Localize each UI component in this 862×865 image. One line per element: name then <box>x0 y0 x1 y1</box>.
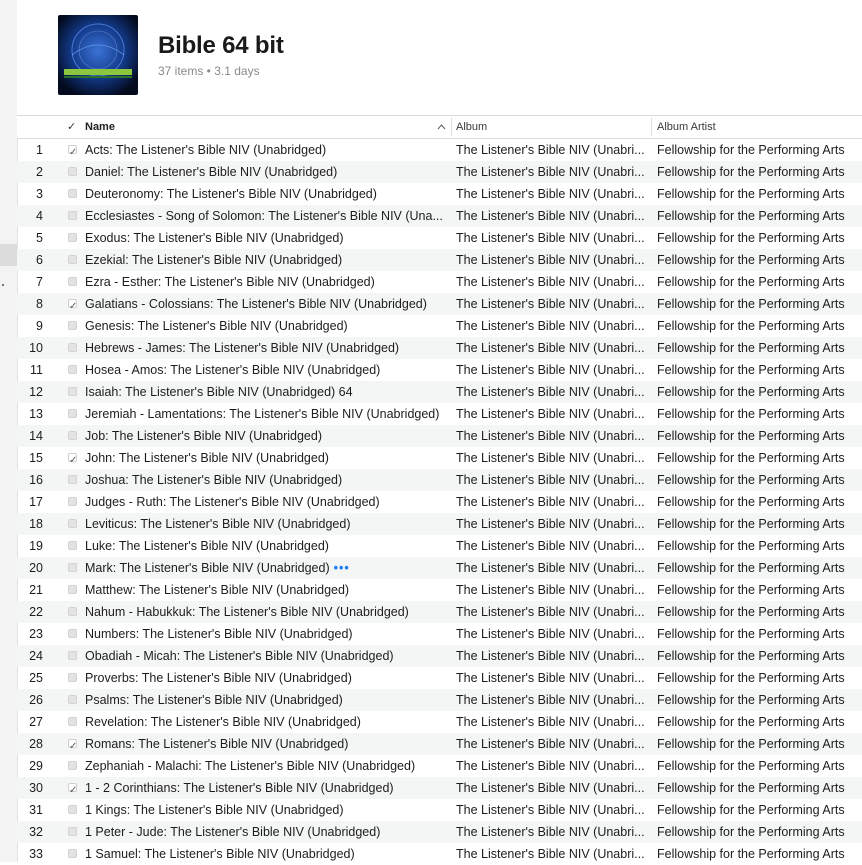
track-name-cell <box>85 139 451 161</box>
album-cell: The Listener's Bible NIV (Unabri... <box>456 781 645 795</box>
track-name-cell <box>85 381 451 403</box>
track-checkbox[interactable] <box>68 475 78 485</box>
track-name: Luke: The Listener's Bible NIV (Unabridged) <box>85 539 329 553</box>
track-name-cell <box>85 601 451 623</box>
album-cell: The Listener's Bible NIV (Unabri... <box>456 649 645 663</box>
track-name-cell <box>85 227 451 249</box>
album-artist-cell: Fellowship for the Performing Arts <box>657 297 845 311</box>
name-column-header[interactable]: Name <box>85 121 115 133</box>
checkmark-icon <box>68 299 77 308</box>
checkmark-icon <box>68 453 77 462</box>
track-number: 33 <box>29 847 43 861</box>
track-name: Hebrews - James: The Listener's Bible NIV (Unabridged) <box>85 341 400 355</box>
track-checkbox[interactable] <box>68 409 78 419</box>
track-name-cell <box>85 271 451 293</box>
track-name: Mark: The Listener's Bible NIV (Unabridged) <box>85 561 330 575</box>
track-number: 1 <box>36 143 43 157</box>
track-name: Galatians - Colossians: The Listener's Bible NIV (Unabridged) <box>85 297 427 311</box>
checkbox-empty-icon <box>68 563 77 572</box>
track-name-cell <box>85 579 451 601</box>
track-checkbox[interactable] <box>68 145 78 155</box>
album-artist-cell: Fellowship for the Performing Arts <box>657 627 845 641</box>
track-name-cell <box>85 469 451 491</box>
track-checkbox[interactable] <box>68 739 78 749</box>
track-number: 3 <box>36 187 43 201</box>
track-number: 28 <box>29 737 43 751</box>
checkbox-empty-icon <box>68 387 77 396</box>
track-name-cell <box>85 447 451 469</box>
checkbox-empty-icon <box>68 409 77 418</box>
checkbox-empty-icon <box>68 211 77 220</box>
track-number: 6 <box>36 253 43 267</box>
album-artist-cell: Fellowship for the Performing Arts <box>657 847 845 861</box>
checkbox-empty-icon <box>68 761 77 770</box>
checkbox-empty-icon <box>68 431 77 440</box>
album-cell: The Listener's Bible NIV (Unabri... <box>456 825 645 839</box>
album-artist-cell: Fellowship for the Performing Arts <box>657 165 845 179</box>
track-number: 5 <box>36 231 43 245</box>
track-checkbox[interactable] <box>68 211 78 221</box>
album-cell: The Listener's Bible NIV (Unabri... <box>456 561 645 575</box>
album-cell: The Listener's Bible NIV (Unabri... <box>456 737 645 751</box>
album-artist-cell: Fellowship for the Performing Arts <box>657 209 845 223</box>
track-name-cell <box>85 535 451 557</box>
track-number: 11 <box>30 363 43 377</box>
track-checkbox[interactable] <box>68 827 78 837</box>
album-artist-cell: Fellowship for the Performing Arts <box>657 715 845 729</box>
table-row[interactable] <box>17 557 862 579</box>
album-artist-cell: Fellowship for the Performing Arts <box>657 561 845 575</box>
checkbox-empty-icon <box>68 541 77 550</box>
track-checkbox[interactable] <box>68 431 78 441</box>
playlist-summary: 37 items • 3.1 days <box>158 64 260 78</box>
track-name: Proverbs: The Listener's Bible NIV (Unabridged) <box>85 671 352 685</box>
track-checkbox[interactable] <box>68 805 78 815</box>
table-row[interactable] <box>17 447 862 469</box>
track-number: 24 <box>29 649 43 663</box>
track-name-cell <box>85 161 451 183</box>
album-artist-cell: Fellowship for the Performing Arts <box>657 187 845 201</box>
sidebar-selected-item[interactable] <box>0 244 17 266</box>
playlist-header <box>17 0 862 115</box>
track-name: Job: The Listener's Bible NIV (Unabridged) <box>85 429 322 443</box>
track-name: 1 - 2 Corinthians: The Listener's Bible NIV (Unabridged) <box>85 781 394 795</box>
track-name-cell <box>85 293 451 315</box>
track-number: 15 <box>29 451 43 465</box>
album-artist-cell: Fellowship for the Performing Arts <box>657 803 845 817</box>
table-row[interactable] <box>17 227 862 249</box>
track-number: 18 <box>29 517 43 531</box>
checkbox-empty-icon <box>68 277 77 286</box>
track-checkbox[interactable] <box>68 299 78 309</box>
album-artist-cell: Fellowship for the Performing Arts <box>657 583 845 597</box>
table-row[interactable] <box>17 425 862 447</box>
album-cell: The Listener's Bible NIV (Unabri... <box>456 627 645 641</box>
table-row[interactable] <box>17 337 862 359</box>
more-options-icon[interactable]: ••• <box>333 561 350 575</box>
album-artist-cell: Fellowship for the Performing Arts <box>657 539 845 553</box>
checkbox-empty-icon <box>68 343 77 352</box>
table-body <box>17 139 862 865</box>
bible-artwork-image <box>58 15 138 95</box>
checkbox-empty-icon <box>68 255 77 264</box>
track-number: 29 <box>29 759 43 773</box>
album-artist-cell: Fellowship for the Performing Arts <box>657 473 845 487</box>
playlist-title: Bible 64 bit <box>158 32 284 59</box>
track-name: 1 Kings: The Listener's Bible NIV (Unabridged) <box>85 803 344 817</box>
table-row[interactable] <box>17 491 862 513</box>
track-name-cell <box>85 689 451 711</box>
track-checkbox[interactable] <box>68 321 78 331</box>
track-number: 25 <box>29 671 43 685</box>
track-checkbox[interactable] <box>68 497 78 507</box>
album-cell: The Listener's Bible NIV (Unabri... <box>456 671 645 685</box>
track-name-cell <box>85 183 451 205</box>
track-name-cell <box>85 403 451 425</box>
track-checkbox[interactable] <box>68 365 78 375</box>
album-artist-cell: Fellowship for the Performing Arts <box>657 253 845 267</box>
checkbox-empty-icon <box>68 607 77 616</box>
album-artist-column-header[interactable]: Album Artist <box>657 121 716 133</box>
table-row[interactable] <box>17 821 862 843</box>
track-number: 8 <box>36 297 43 311</box>
track-name: Ezekial: The Listener's Bible NIV (Unabridged) <box>85 253 343 267</box>
track-checkbox[interactable] <box>68 717 78 727</box>
album-cell: The Listener's Bible NIV (Unabri... <box>456 693 645 707</box>
check-column-header[interactable]: ✓ <box>67 121 77 133</box>
checkbox-empty-icon <box>68 321 77 330</box>
checkbox-empty-icon <box>68 189 77 198</box>
track-number: 13 <box>29 407 43 421</box>
album-artist-cell: Fellowship for the Performing Arts <box>657 781 845 795</box>
track-number: 19 <box>29 539 43 553</box>
album-cell: The Listener's Bible NIV (Unabri... <box>456 253 645 267</box>
track-number: 32 <box>29 825 43 839</box>
track-checkbox[interactable] <box>68 849 78 859</box>
track-name: Exodus: The Listener's Bible NIV (Unabridged) <box>85 231 344 245</box>
track-name: Romans: The Listener's Bible NIV (Unabridged) <box>85 737 349 751</box>
album-cell: The Listener's Bible NIV (Unabri... <box>456 539 645 553</box>
track-name: Psalms: The Listener's Bible NIV (Unabridged) <box>85 693 343 707</box>
checkbox-empty-icon <box>68 695 77 704</box>
track-name-cell <box>85 711 451 733</box>
track-number: 20 <box>29 561 43 575</box>
table-row[interactable] <box>17 579 862 601</box>
track-name: Leviticus: The Listener's Bible NIV (Unabridged) <box>85 517 351 531</box>
checkbox-empty-icon <box>68 475 77 484</box>
track-number: 23 <box>29 627 43 641</box>
table-row[interactable] <box>17 293 862 315</box>
album-artwork[interactable] <box>58 15 138 95</box>
track-checkbox[interactable] <box>68 761 78 771</box>
track-checkbox[interactable] <box>68 673 78 683</box>
album-artist-cell: Fellowship for the Performing Arts <box>657 341 845 355</box>
album-cell: The Listener's Bible NIV (Unabri... <box>456 363 645 377</box>
column-separator[interactable] <box>451 118 452 136</box>
track-name: Zephaniah - Malachi: The Listener's Bible NIV (Unabridged) <box>85 759 416 773</box>
album-cell: The Listener's Bible NIV (Unabri... <box>456 231 645 245</box>
track-checkbox[interactable] <box>68 343 78 353</box>
album-cell: The Listener's Bible NIV (Unabri... <box>456 803 645 817</box>
table-header <box>17 115 862 139</box>
table-row[interactable] <box>17 205 862 227</box>
album-cell: The Listener's Bible NIV (Unabri... <box>456 517 645 531</box>
table-row[interactable] <box>17 733 862 755</box>
track-name: Isaiah: The Listener's Bible NIV (Unabridged) 64 <box>85 385 353 399</box>
table-row[interactable] <box>17 645 862 667</box>
album-column-header[interactable]: Album <box>456 121 488 133</box>
track-checkbox[interactable] <box>68 277 78 287</box>
track-name-cell <box>85 645 451 667</box>
table-row[interactable] <box>17 711 862 733</box>
checkbox-empty-icon <box>68 717 77 726</box>
track-number: 21 <box>29 583 43 597</box>
track-checkbox[interactable] <box>68 783 78 793</box>
table-row[interactable] <box>17 403 862 425</box>
track-name-cell <box>85 491 451 513</box>
table-row[interactable] <box>17 183 862 205</box>
track-name: 1 Samuel: The Listener's Bible NIV (Unabridged) <box>85 847 355 861</box>
album-cell: The Listener's Bible NIV (Unabri... <box>456 583 645 597</box>
track-name: Judges - Ruth: The Listener's Bible NIV (Unabridged) <box>85 495 380 509</box>
album-artist-cell: Fellowship for the Performing Arts <box>657 759 845 773</box>
track-name: Genesis: The Listener's Bible NIV (Unabridged) <box>85 319 348 333</box>
track-number: 26 <box>29 693 43 707</box>
checkbox-empty-icon <box>68 805 77 814</box>
track-name: Ecclesiastes - Song of Solomon: The Listener's Bible NIV (Una... <box>85 209 443 223</box>
track-number: 16 <box>29 473 43 487</box>
album-artist-cell: Fellowship for the Performing Arts <box>657 407 845 421</box>
album-artist-cell: Fellowship for the Performing Arts <box>657 385 845 399</box>
track-name-cell <box>85 733 451 755</box>
album-cell: The Listener's Bible NIV (Unabri... <box>456 605 645 619</box>
checkbox-empty-icon <box>68 519 77 528</box>
album-cell: The Listener's Bible NIV (Unabri... <box>456 385 645 399</box>
songs-table <box>17 115 862 865</box>
album-artist-cell: Fellowship for the Performing Arts <box>657 451 845 465</box>
album-cell: The Listener's Bible NIV (Unabri... <box>456 429 645 443</box>
track-number: 7 <box>36 275 43 289</box>
checkmark-icon <box>68 145 77 154</box>
checkbox-empty-icon <box>68 233 77 242</box>
album-cell: The Listener's Bible NIV (Unabri... <box>456 187 645 201</box>
checkbox-empty-icon <box>68 849 77 858</box>
track-name-cell <box>85 425 451 447</box>
track-checkbox[interactable] <box>68 563 78 573</box>
checkbox-empty-icon <box>68 497 77 506</box>
table-row[interactable] <box>17 601 862 623</box>
track-name-cell <box>85 205 451 227</box>
track-checkbox[interactable] <box>68 541 78 551</box>
track-number: 2 <box>36 165 43 179</box>
album-artist-cell: Fellowship for the Performing Arts <box>657 231 845 245</box>
album-cell: The Listener's Bible NIV (Unabri... <box>456 715 645 729</box>
table-row[interactable] <box>17 271 862 293</box>
album-artist-cell: Fellowship for the Performing Arts <box>657 495 845 509</box>
album-cell: The Listener's Bible NIV (Unabri... <box>456 473 645 487</box>
track-name-cell <box>85 315 451 337</box>
checkbox-empty-icon <box>68 167 77 176</box>
sidebar-edge <box>0 0 18 862</box>
table-row[interactable] <box>17 469 862 491</box>
table-row[interactable] <box>17 161 862 183</box>
album-cell: The Listener's Bible NIV (Unabri... <box>456 495 645 509</box>
track-number: 12 <box>29 385 43 399</box>
table-row[interactable] <box>17 755 862 777</box>
table-row[interactable] <box>17 315 862 337</box>
track-number: 27 <box>29 715 43 729</box>
table-row[interactable] <box>17 799 862 821</box>
track-name: Deuteronomy: The Listener's Bible NIV (Unabridged) <box>85 187 377 201</box>
album-cell: The Listener's Bible NIV (Unabri... <box>456 759 645 773</box>
track-name-cell <box>85 359 451 381</box>
checkbox-empty-icon <box>68 365 77 374</box>
track-checkbox[interactable] <box>68 651 78 661</box>
track-number: 17 <box>29 495 43 509</box>
track-name: Obadiah - Micah: The Listener's Bible NIV (Unabridged) <box>85 649 394 663</box>
checkbox-empty-icon <box>68 651 77 660</box>
track-checkbox[interactable] <box>68 629 78 639</box>
track-number: 4 <box>36 209 43 223</box>
album-cell: The Listener's Bible NIV (Unabri... <box>456 209 645 223</box>
track-name-cell <box>85 777 451 799</box>
track-name: Nahum - Habukkuk: The Listener's Bible NIV (Unabridged) <box>85 605 409 619</box>
album-cell: The Listener's Bible NIV (Unabri... <box>456 319 645 333</box>
table-row[interactable] <box>17 249 862 271</box>
track-number: 10 <box>29 341 43 355</box>
track-name-cell <box>85 337 451 359</box>
checkmark-icon <box>68 783 77 792</box>
checkmark-icon <box>68 739 77 748</box>
track-checkbox[interactable] <box>68 519 78 529</box>
album-cell: The Listener's Bible NIV (Unabri... <box>456 847 645 861</box>
checkbox-empty-icon <box>68 673 77 682</box>
track-checkbox[interactable] <box>68 695 78 705</box>
track-number: 9 <box>36 319 43 333</box>
album-cell: The Listener's Bible NIV (Unabri... <box>456 341 645 355</box>
album-cell: The Listener's Bible NIV (Unabri... <box>456 407 645 421</box>
track-name: 1 Peter - Jude: The Listener's Bible NIV (Unabridged) <box>85 825 381 839</box>
album-cell: The Listener's Bible NIV (Unabri... <box>456 143 645 157</box>
table-row[interactable] <box>17 777 862 799</box>
track-name: John: The Listener's Bible NIV (Unabridged) <box>85 451 329 465</box>
track-number: 14 <box>29 429 43 443</box>
table-row[interactable] <box>17 535 862 557</box>
sidebar-indicator <box>2 284 4 286</box>
track-name-cell <box>85 557 451 579</box>
album-artist-cell: Fellowship for the Performing Arts <box>657 825 845 839</box>
track-checkbox[interactable] <box>68 387 78 397</box>
checkbox-empty-icon <box>68 629 77 638</box>
album-cell: The Listener's Bible NIV (Unabri... <box>456 451 645 465</box>
track-checkbox[interactable] <box>68 167 78 177</box>
track-name-cell <box>85 667 451 689</box>
album-artist-cell: Fellowship for the Performing Arts <box>657 737 845 751</box>
track-checkbox[interactable] <box>68 255 78 265</box>
album-artist-cell: Fellowship for the Performing Arts <box>657 671 845 685</box>
table-row[interactable] <box>17 139 862 161</box>
track-name: Daniel: The Listener's Bible NIV (Unabridged) <box>85 165 338 179</box>
track-name-cell <box>85 799 451 821</box>
table-row[interactable] <box>17 667 862 689</box>
track-name: Jeremiah - Lamentations: The Listener's Bible NIV (Unabridged) <box>85 407 440 421</box>
track-name-cell <box>85 623 451 645</box>
album-artist-cell: Fellowship for the Performing Arts <box>657 517 845 531</box>
track-number: 22 <box>29 605 43 619</box>
checkbox-empty-icon <box>68 827 77 836</box>
track-checkbox[interactable] <box>68 585 78 595</box>
table-row[interactable] <box>17 359 862 381</box>
table-row[interactable] <box>17 623 862 645</box>
table-row[interactable] <box>17 381 862 403</box>
track-name-cell <box>85 821 451 843</box>
track-checkbox[interactable] <box>68 607 78 617</box>
track-checkbox[interactable] <box>68 233 78 243</box>
track-number: 31 <box>29 803 43 817</box>
table-row[interactable] <box>17 513 862 535</box>
column-separator[interactable] <box>651 118 652 136</box>
album-cell: The Listener's Bible NIV (Unabri... <box>456 297 645 311</box>
album-artist-cell: Fellowship for the Performing Arts <box>657 275 845 289</box>
track-name-cell <box>85 249 451 271</box>
track-name: Matthew: The Listener's Bible NIV (Unabridged) <box>85 583 350 597</box>
checkbox-empty-icon <box>68 585 77 594</box>
track-name-cell <box>85 755 451 777</box>
album-artist-cell: Fellowship for the Performing Arts <box>657 649 845 663</box>
track-name: Acts: The Listener's Bible NIV (Unabridged) <box>85 143 327 157</box>
track-name: Joshua: The Listener's Bible NIV (Unabridged) <box>85 473 343 487</box>
track-name: Revelation: The Listener's Bible NIV (Unabridged) <box>85 715 361 729</box>
album-artist-cell: Fellowship for the Performing Arts <box>657 319 845 333</box>
album-cell: The Listener's Bible NIV (Unabri... <box>456 165 645 179</box>
track-name: Hosea - Amos: The Listener's Bible NIV (Unabridged) <box>85 363 381 377</box>
album-artist-cell: Fellowship for the Performing Arts <box>657 143 845 157</box>
album-artist-cell: Fellowship for the Performing Arts <box>657 605 845 619</box>
track-name-cell <box>85 513 451 535</box>
track-number: 30 <box>29 781 43 795</box>
track-name: Ezra - Esther: The Listener's Bible NIV (Unabridged) <box>85 275 375 289</box>
album-artist-cell: Fellowship for the Performing Arts <box>657 429 845 443</box>
album-artist-cell: Fellowship for the Performing Arts <box>657 693 845 707</box>
track-name: Numbers: The Listener's Bible NIV (Unabridged) <box>85 627 353 641</box>
track-checkbox[interactable] <box>68 189 78 199</box>
sort-ascending-icon[interactable] <box>437 116 446 138</box>
album-artist-cell: Fellowship for the Performing Arts <box>657 363 845 377</box>
album-cell: The Listener's Bible NIV (Unabri... <box>456 275 645 289</box>
table-row[interactable] <box>17 689 862 711</box>
track-checkbox[interactable] <box>68 453 78 463</box>
